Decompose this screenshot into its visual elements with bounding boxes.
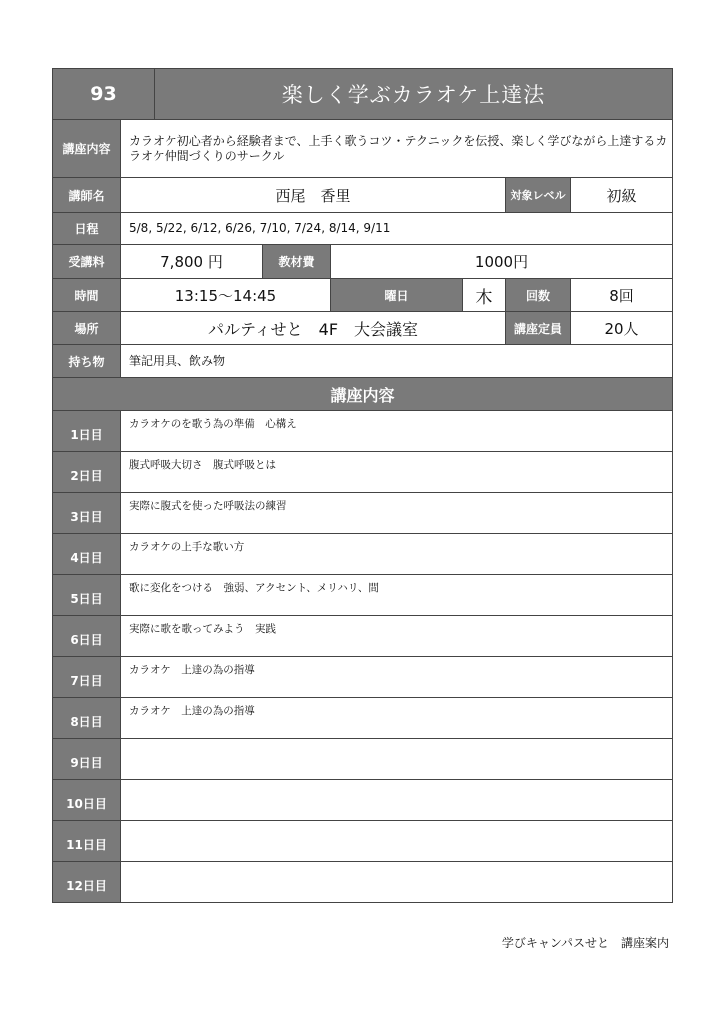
count-label: 回数 [506,279,571,312]
capacity-label: 講座定員 [506,312,571,345]
level-value: 初級 [571,178,673,213]
fee-value: 7,800 円 [121,245,263,279]
course-table [52,68,673,903]
day-content: カラオケ 上達の為の指導 [121,698,673,739]
day-content: カラオケのを歌う為の準備 心構え [121,411,673,452]
day-row [53,739,673,780]
day-content: 実際に腹式を使った呼吸法の練習 [121,493,673,534]
day-content [121,780,673,821]
day-row [53,575,673,616]
day-label: 1日目 [53,411,121,452]
day-row [53,657,673,698]
day-row [53,452,673,493]
items-value: 筆記用具、飲み物 [121,345,673,378]
items-label: 持ち物 [53,345,121,378]
footer-text: 学びキャンパスせと 講座案内 [501,936,669,950]
material-label: 教材費 [263,245,331,279]
days-list [53,411,673,903]
day-content: 歌に変化をつける 強弱、アクセント、メリハリ、間 [121,575,673,616]
day-row [53,780,673,821]
day-label: 11日目 [53,821,121,862]
day-content [121,739,673,780]
day-content: カラオケの上手な歌い方 [121,534,673,575]
day-row [53,534,673,575]
day-label: 6日目 [53,616,121,657]
schedule-dates: 5/8, 5/22, 6/12, 6/26, 7/10, 7/24, 8/14, 9/11 [121,213,673,245]
day-row [53,862,673,903]
day-label: 9日目 [53,739,121,780]
content-text: カラオケ初心者から経験者まで、上手く歌うコツ・テクニックを伝授、楽しく学びながら上達するカラオケ仲間づくりのサークル [121,120,673,178]
day-row [53,493,673,534]
time-label: 時間 [53,279,121,312]
day-label: 5日目 [53,575,121,616]
weekday-value: 木 [463,279,506,312]
day-row [53,698,673,739]
day-row [53,616,673,657]
material-value: 1000円 [331,245,673,279]
course-sheet [52,68,672,903]
place-label: 場所 [53,312,121,345]
day-label: 12日目 [53,862,121,903]
day-label: 3日目 [53,493,121,534]
content-label: 講座内容 [53,120,121,178]
instructor-name: 西尾 香里 [121,178,506,213]
course-number: 93 [53,69,155,120]
section-title: 講座内容 [53,378,673,411]
day-content: 腹式呼吸大切さ 腹式呼吸とは [121,452,673,493]
instructor-label: 講師名 [53,178,121,213]
schedule-label: 日程 [53,213,121,245]
day-content: 実際に歌を歌ってみよう 実践 [121,616,673,657]
day-label: 7日目 [53,657,121,698]
weekday-label: 曜日 [331,279,463,312]
day-label: 10日目 [53,780,121,821]
time-value: 13:15～14:45 [121,279,331,312]
course-title: 楽しく学ぶカラオケ上達法 [155,69,673,120]
day-label: 4日目 [53,534,121,575]
capacity-value: 20人 [571,312,673,345]
day-content [121,821,673,862]
place-value: パルティせと 4F 大会議室 [121,312,506,345]
level-label: 対象レベル [506,178,571,213]
day-row [53,411,673,452]
day-row [53,821,673,862]
count-value: 8回 [571,279,673,312]
day-content: カラオケ 上達の為の指導 [121,657,673,698]
day-label: 8日目 [53,698,121,739]
day-content [121,862,673,903]
day-label: 2日目 [53,452,121,493]
fee-label: 受講料 [53,245,121,279]
